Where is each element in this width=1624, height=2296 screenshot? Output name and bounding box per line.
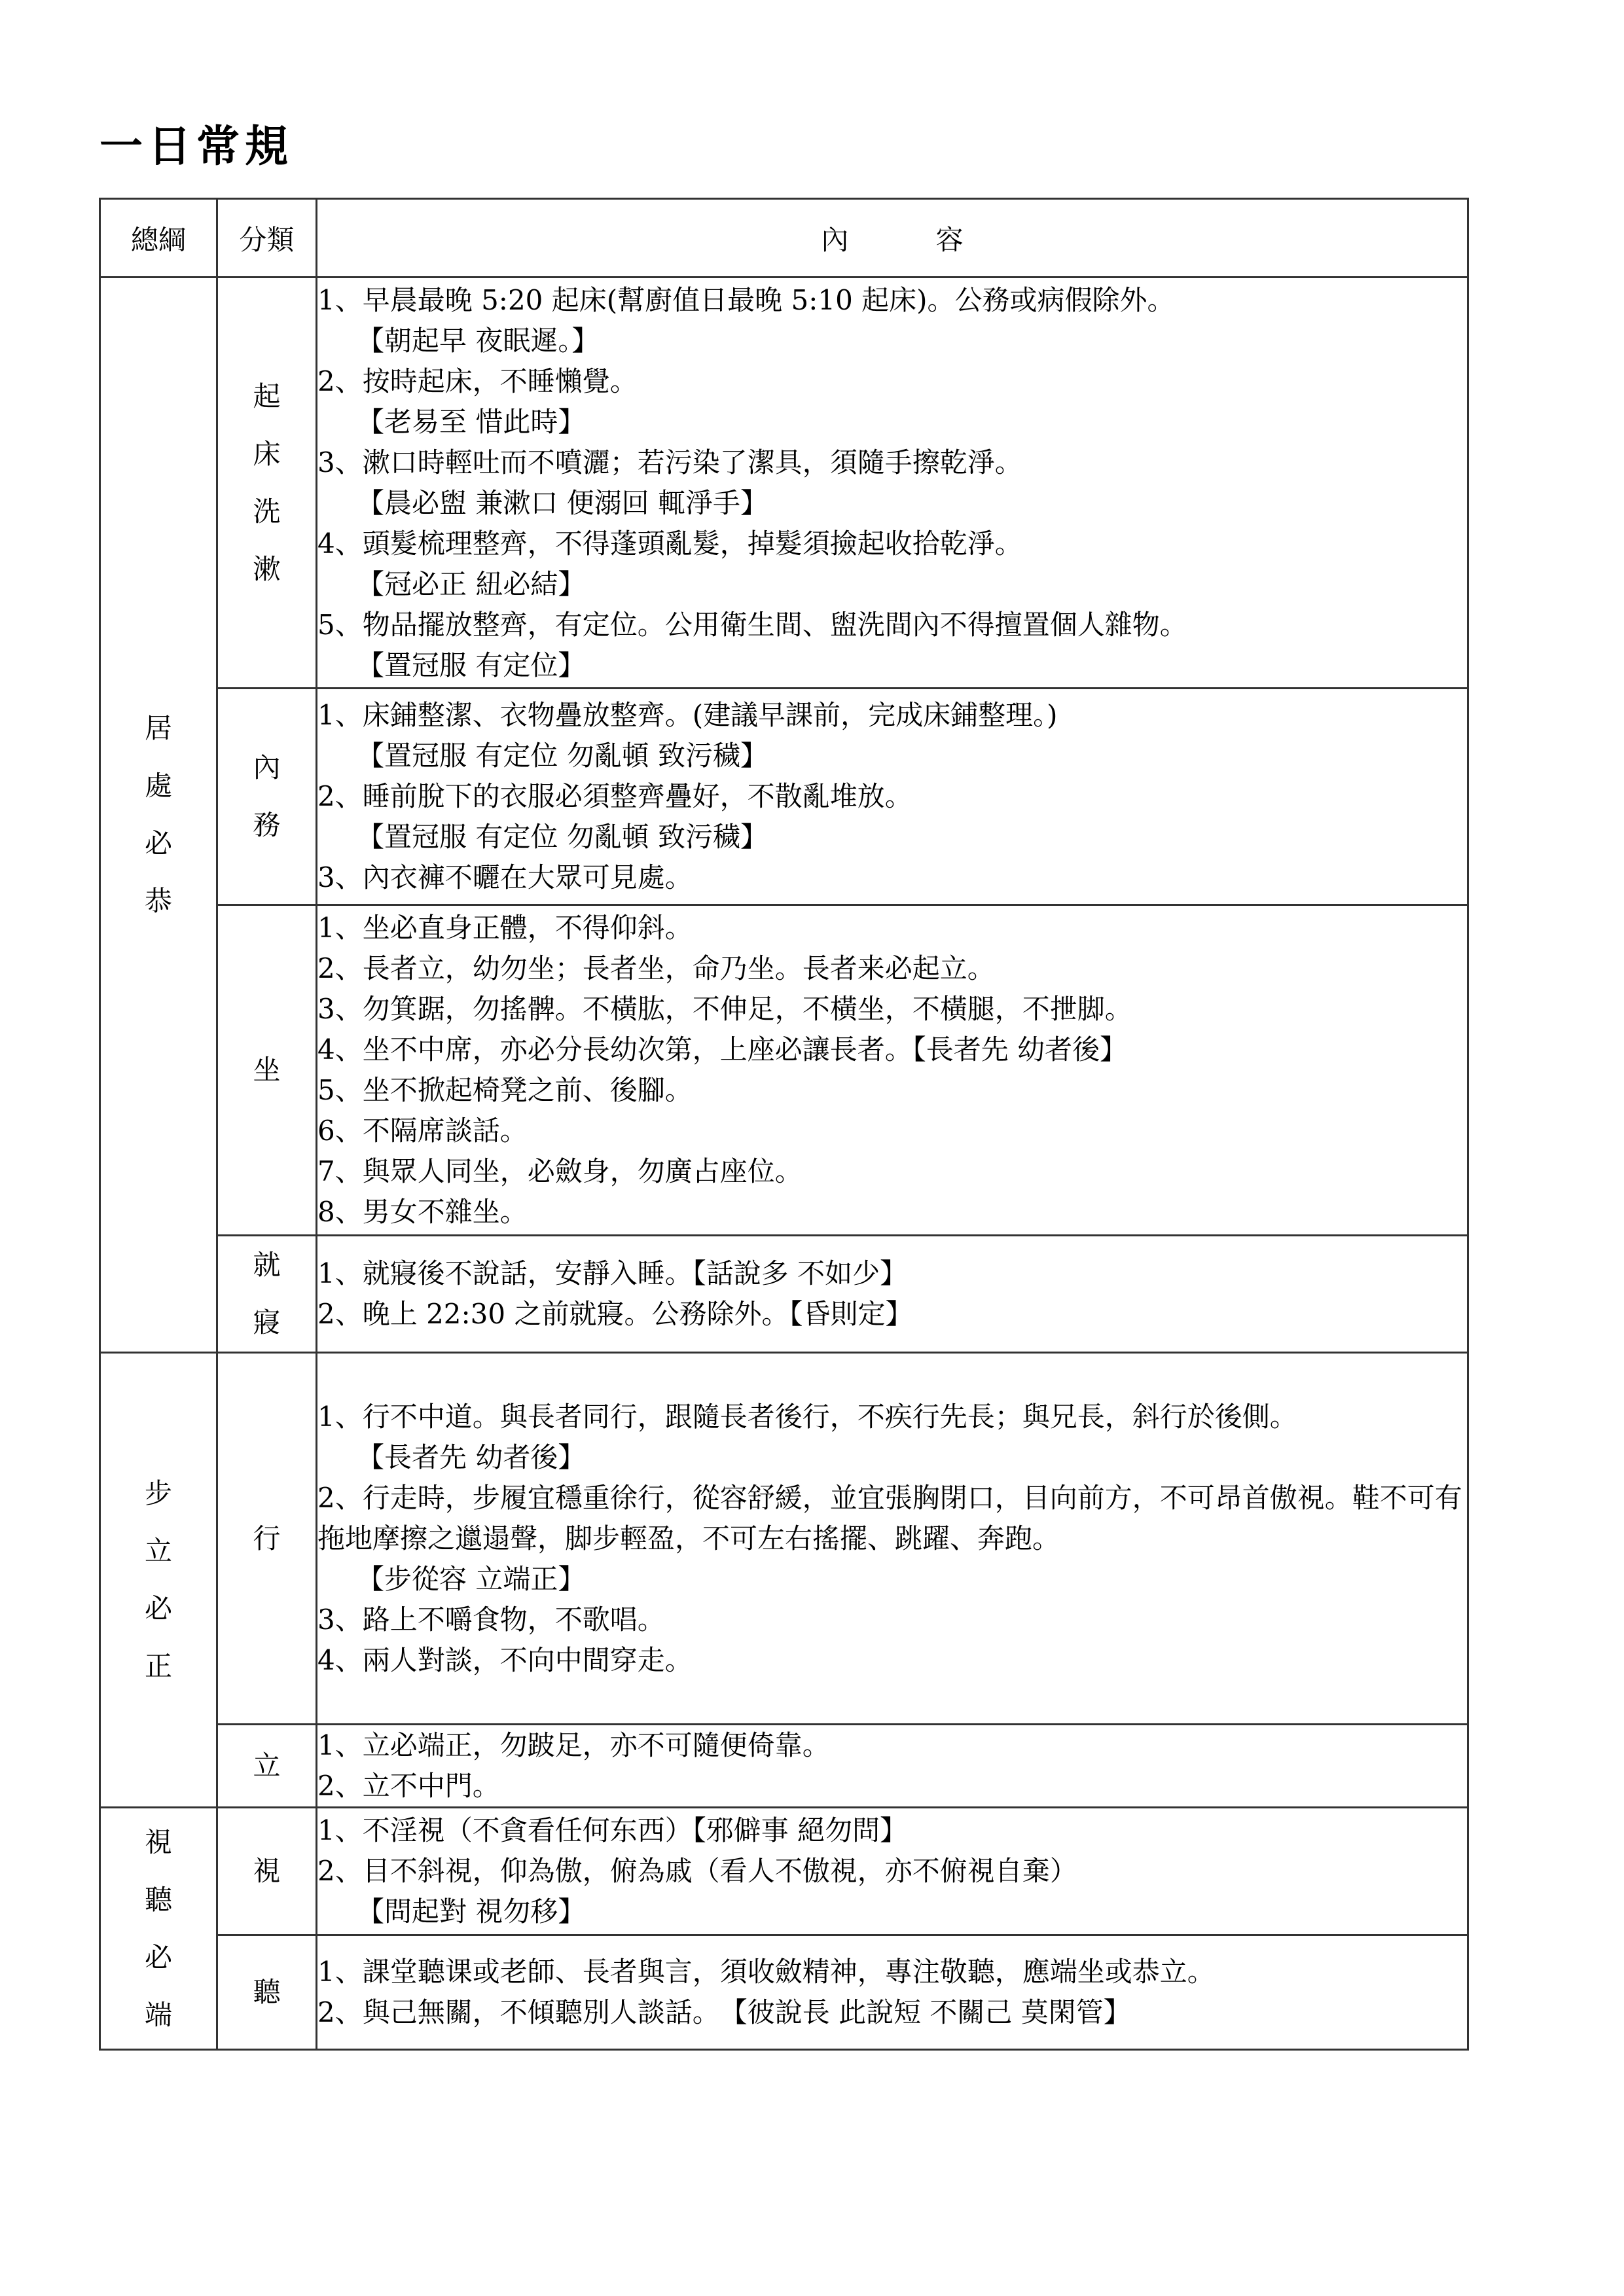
table-row: [100, 1353, 1468, 1725]
header-content: 內 容: [317, 199, 1468, 278]
category-cell: [217, 1935, 317, 2050]
table-row: [100, 1808, 1468, 1935]
table-row: [100, 1935, 1468, 2050]
section-cell: [100, 1353, 217, 1808]
motto-line: 【老易至 惜此時】: [357, 405, 586, 438]
content-cell: [317, 1725, 1468, 1808]
table-row: [100, 1725, 1468, 1808]
category-label: 內務: [253, 751, 281, 841]
table-row: [100, 905, 1468, 1236]
rule-line: 1、不淫視（不貪看任何东西）【邪僻事 絕勿問】: [317, 1814, 908, 1846]
rule-line: 2、行走時，步履宜穩重徐行，從容舒緩，並宜張胸閉口，目向前方，不可昂首傲視。鞋不可有拖地摩擦之邋遢聲，脚步輕盈，不可左右搖擺、跳躍、奔跑。: [317, 1481, 1462, 1554]
motto-line: 【晨必盥 兼漱口 便溺回 輒淨手】: [357, 486, 768, 519]
category-cell: [217, 278, 317, 689]
rule-line: 1、早晨最晚 5:20 起床(幫廚值日最晚 5:10 起床)。公務或病假除外。: [317, 283, 1175, 316]
rule-line: 1、行不中道。與長者同行，跟隨長者後行，不疾行先長；與兄長，斜行於後側。: [317, 1400, 1297, 1433]
rule-line: 7、與眾人同坐，必斂身，勿廣占座位。: [317, 1155, 803, 1187]
rule-line: 4、兩人對談，不向中間穿走。: [317, 1643, 693, 1676]
rule-line: 1、床鋪整潔、衣物疊放整齊。(建議早課前，完成床鋪整理。): [317, 699, 1058, 731]
section-label: 居處必恭: [145, 712, 173, 917]
category-label: 行: [253, 1522, 281, 1554]
rule-line: 2、與己無關，不傾聽別人談話。 【彼說長 此說短 不關己 莫閑管】: [317, 1996, 1131, 2028]
header-outline: 總綱: [100, 199, 217, 278]
category-cell: [217, 905, 317, 1236]
header-row: [100, 199, 1468, 278]
rule-line: 2、晚上 22:30 之前就寢。公務除外。【昏則定】: [317, 1298, 913, 1330]
content-cell: [317, 905, 1468, 1236]
page-title: 一日常規: [99, 121, 293, 171]
motto-line: 【置冠服 有定位】: [357, 649, 586, 681]
table-row: [100, 689, 1468, 905]
motto-line: 【問起對 視勿移】: [357, 1895, 586, 1928]
rule-line: 1、就寢後不說話，安靜入睡。【話說多 不如少】: [317, 1257, 908, 1289]
rule-line: 3、內衣褲不曬在大眾可見處。: [317, 861, 693, 893]
content-cell: [317, 278, 1468, 689]
category-cell: [217, 1353, 317, 1725]
rule-line: 6、不隔席談話。: [317, 1115, 528, 1147]
content-cell: [317, 1808, 1468, 1935]
category-cell: [217, 1808, 317, 1935]
header-category: 分類: [217, 199, 317, 278]
rule-line: 2、長者立，幼勿坐；長者坐，命乃坐。長者来必起立。: [317, 952, 995, 984]
section-label: 視聽必端: [145, 1825, 173, 2031]
content-cell: [317, 689, 1468, 905]
category-label: 視: [253, 1855, 281, 1887]
content-cell: [317, 1353, 1468, 1725]
category-cell: [217, 1725, 317, 1808]
rule-line: 2、目不斜視，仰為傲，俯為戚（看人不傲視，亦不俯視自棄）: [317, 1855, 1077, 1887]
motto-line: 【步從容 立端正】: [357, 1562, 586, 1595]
motto-line: 【置冠服 有定位 勿亂頓 致污穢】: [357, 821, 768, 853]
table-row: [100, 278, 1468, 689]
rule-line: 4、頭髮梳理整齊，不得蓬頭亂髮，掉髮須撿起收拾乾淨。: [317, 527, 1022, 560]
rule-line: 1、立必端正，勿跛足，亦不可隨便倚靠。: [317, 1729, 830, 1761]
section-cell: [100, 278, 217, 1353]
table-row: [100, 1236, 1468, 1353]
section-label: 步立必正: [145, 1477, 173, 1682]
rule-line: 2、按時起床，不睡懶覺。: [317, 365, 638, 397]
section-cell: [100, 1808, 217, 2050]
motto-line: 【冠必正 紐必結】: [357, 567, 586, 600]
category-label: 坐: [253, 1054, 281, 1086]
rules-table: [99, 198, 1469, 2051]
rule-line: 1、課堂聽课或老師、長者與言，須收斂精神，專注敬聽，應端坐或恭立。: [317, 1956, 1215, 1988]
category-cell: [217, 1236, 317, 1353]
motto-line: 【置冠服 有定位 勿亂頓 致污穢】: [357, 740, 768, 772]
content-cell: [317, 1935, 1468, 2050]
motto-line: 【朝起早 夜眠遲。】: [357, 324, 600, 357]
rule-line: 2、立不中門。: [317, 1770, 500, 1802]
rule-line: 8、男女不雜坐。: [317, 1196, 528, 1228]
rule-line: 2、睡前脫下的衣服必須整齊疊好，不散亂堆放。: [317, 780, 912, 812]
rule-line: 3、勿箕踞，勿搖髀。不橫肱，不伸足，不橫坐，不橫腿，不抴脚。: [317, 993, 1132, 1025]
rule-line: 4、坐不中席，亦必分長幼次第，上座必讓長者。【長者先 幼者後】: [317, 1033, 1128, 1066]
motto-line: 【長者先 幼者後】: [357, 1441, 586, 1473]
category-label: 起床洗漱: [253, 380, 281, 585]
rule-line: 5、坐不掀起椅凳之前、後腳。: [317, 1074, 693, 1106]
category-label: 立: [253, 1749, 281, 1782]
category-label: 聽: [253, 1976, 281, 2008]
content-cell: [317, 1236, 1468, 1353]
rule-line: 1、坐必直身正體，不得仰斜。: [317, 912, 693, 944]
rule-line: 3、路上不嚼食物，不歌唱。: [317, 1603, 665, 1636]
category-cell: [217, 689, 317, 905]
rule-line: 3、漱口時輕吐而不噴灑；若污染了潔具，須隨手擦乾淨。: [317, 446, 1022, 478]
rule-line: 5、物品擺放整齊，有定位。公用衛生間、盥洗間內不得擅置個人雜物。: [317, 608, 1187, 641]
category-label: 就寢: [253, 1249, 281, 1338]
